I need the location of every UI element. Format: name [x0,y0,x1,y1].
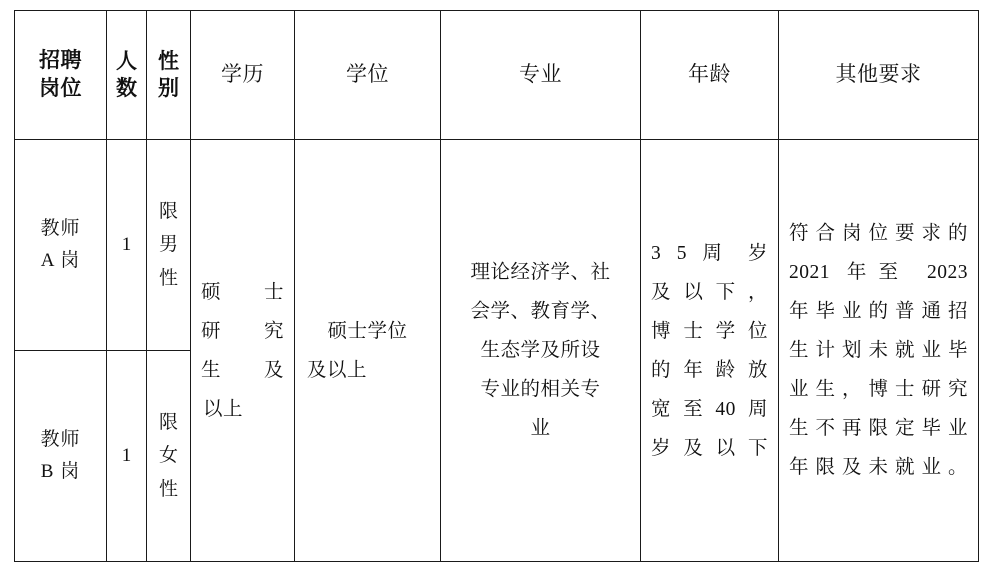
gender-b-line-1: 限 [158,412,178,434]
cell-other-requirements [779,140,979,562]
post-a-line-1: 教师 [40,217,81,239]
other-line-4: 生计划未就业毕 [789,340,968,361]
header-count-line-1: 人 [116,48,137,73]
header-gender-line-1: 性 [158,48,179,73]
cell-post-b [15,351,107,562]
cell-education [191,140,295,562]
cell-count-a: 1 [107,140,147,351]
other-line-1: 符合岗位要求的 [789,223,968,244]
age-line-5: 宽至40周 [651,398,768,420]
header-cell-degree: 学位 [295,11,441,140]
age-line-4: 的年龄放 [651,359,768,381]
age-line-3: 博士学位 [651,320,768,342]
header-cell-count [107,11,147,140]
cell-age [641,140,779,562]
age-line-6: 岁及以下 [651,437,768,459]
recruitment-requirements-table [14,10,979,562]
major-line-3: 生态学及所设 [480,340,601,361]
degree-line-1: 硕士学位 [327,320,408,342]
gender-b-line-3: 性 [158,478,178,500]
table-body [15,140,979,562]
header-post-line-2: 岗位 [39,76,82,100]
major-line-2: 会学、教育学、 [470,301,611,322]
table-row [15,140,979,351]
gender-a-line-2: 男 [158,234,178,256]
education-line-2: 研 究 [201,320,284,342]
other-line-3: 年毕业的普通招 [789,301,968,322]
age-line-2: 及 以 下 ， [651,281,768,303]
gender-a-line-1: 限 [158,201,178,223]
age-line-1: 3 5 周 岁 [651,242,768,264]
cell-major [441,140,641,562]
education-line-3: 生 及 [201,359,284,381]
header-row [15,11,979,140]
degree-line-2: 及以上 [307,359,368,381]
major-line-5: 业 [530,418,551,439]
table-header [15,11,979,140]
header-cell-major: 专业 [441,11,641,140]
education-line-1: 硕 士 [201,281,284,303]
header-cell-other: 其他要求 [779,11,979,140]
header-cell-post [15,11,107,140]
cell-post-a [15,140,107,351]
cell-degree [295,140,441,562]
major-line-4: 专业的相关专 [480,379,601,400]
cell-gender-b [147,351,191,562]
post-a-line-2: A 岗 [40,250,81,271]
other-line-7: 年限及未就业。 [789,457,968,478]
gender-b-line-2: 女 [158,445,178,467]
header-count-line-2: 数 [116,76,137,100]
post-b-line-1: 教师 [40,428,81,450]
header-cell-age: 年龄 [641,11,779,140]
header-gender-line-2: 别 [158,76,179,100]
other-line-2: 2021 年至 2023 [789,262,968,283]
other-line-6: 生不再限定毕业 [789,418,968,439]
post-b-line-2: B 岗 [40,461,81,482]
cell-gender-a [147,140,191,351]
other-line-5: 业生，博士研究 [789,379,968,400]
major-line-1: 理论经济学、社 [470,262,611,283]
education-line-4: 以上 [203,398,244,420]
header-cell-gender [147,11,191,140]
gender-a-line-3: 性 [158,267,178,289]
header-cell-education: 学历 [191,11,295,140]
cell-count-b: 1 [107,351,147,562]
header-post-line-1: 招聘 [39,48,82,73]
